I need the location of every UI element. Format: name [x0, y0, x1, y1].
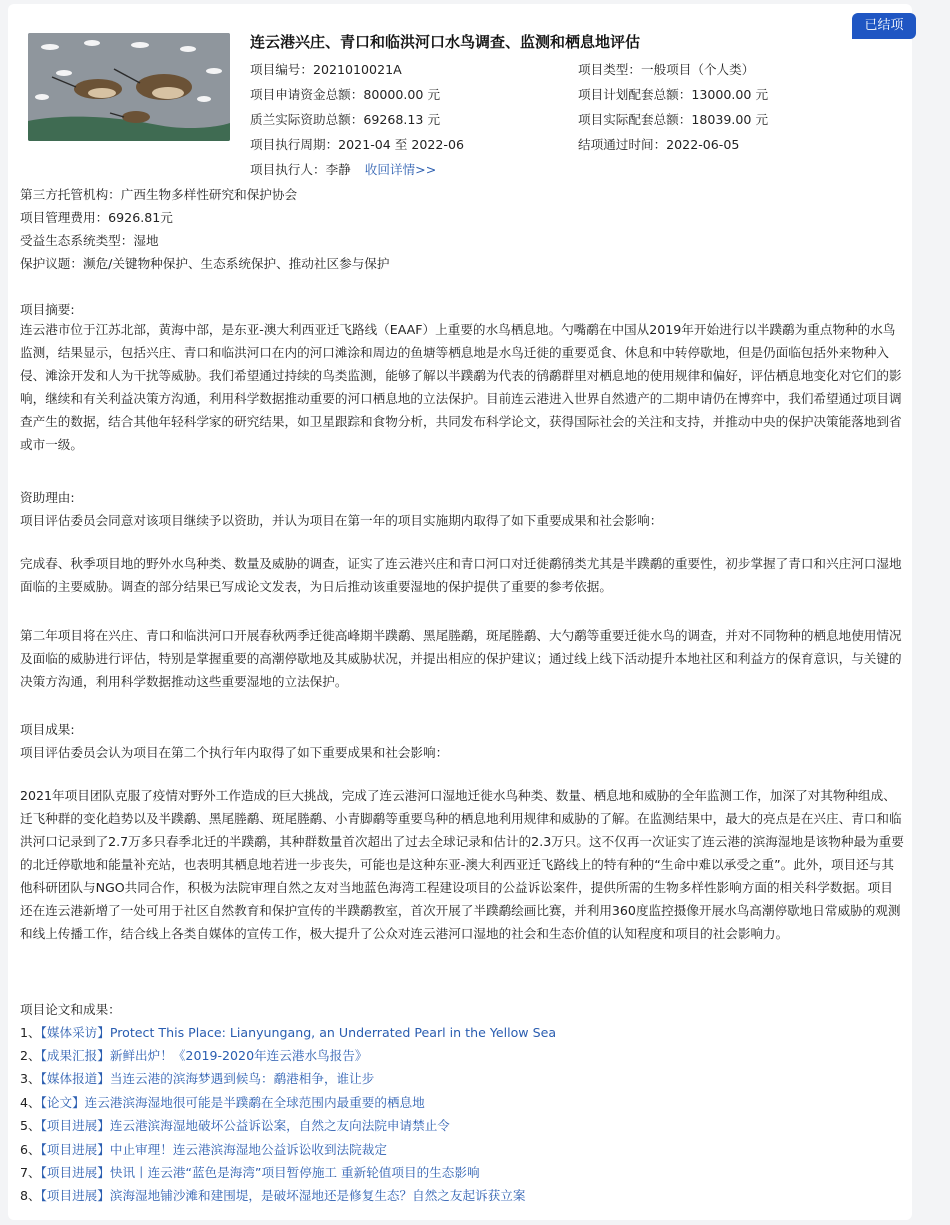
status-badge: 已结项 — [852, 13, 916, 39]
reason-intro: 项目评估委员会同意对该项目继续予以资助，并认为项目在第一年的项目实施期内取得了如下重要成果和社会影响： — [20, 513, 663, 528]
publication-item[interactable] — [20, 1115, 450, 1134]
publication-number: 1、 — [20, 1025, 41, 1040]
publication-number: 8、 — [20, 1188, 41, 1203]
ecosystem-type-line: 受益生态系统类型：湿地 — [20, 233, 159, 248]
publication-item[interactable] — [20, 1068, 374, 1087]
publication-link[interactable]: 【项目进展】中止审理！连云港滨海湿地公益诉讼收到法院裁定 — [40, 1142, 387, 1157]
project-period: 项目执行周期：2021-04 至 2022-06 — [250, 137, 464, 152]
reason-heading: 资助理由: — [20, 490, 75, 505]
results-paragraph: 2021年项目团队克服了疫情对野外工作造成的巨大挑战，完成了连云港河口湿地迁徙水鸟种类、数量、栖息地和威胁的全年监测工作，加深了对其物种组成、迁飞种群的变化趋势以及半蹼鹬、黑尾塍鹬、斑尾塍鹬、小青脚鹬等重要鸟种的栖息地利用规律和威胁的了解。在监测结果中，最大的亮点是在兴庄、青口和临洪河口记录到了2.7万多只春季北迁的半蹼鹬，其种群数量首次超出了过去全球记录和估计的2.3万只。这不仅再一次证实了连云港的滨海湿地是该物种最为重要的北迁停歇地和能量补充站，也表明其栖息地若进一步丧失，可能也是这种东亚-澳大利西亚迁飞路线上的特有种的“生命中难以承受之重”。此外，项目还与其他科研团队与NGO共同合作，积极为法院审理自然之友对当地蓝色海湾工程建设项目的公益诉讼案件，提供所需的生物多样性影响方面的相关科学数据。项目还在连云港新增了一处可用于社区自然教育和保护宣传的半蹼鹬教室，首次开展了半蹼鹬绘画比赛，并利用360度监控摄像开展水鸟高潮停歇地日常威胁的观测和线上传播工作，结合线上各类自媒体的宣传工作，极大提升了公众对连云港河口湿地的社会和生态价值的认知程度和项目的社会影响力。 — [20, 788, 904, 941]
project-executor: 项目执行人：李静 — [250, 162, 351, 177]
actual-funding: 质兰实际资助总额：69268.13 元 — [250, 112, 441, 127]
reason-paragraph-1: 完成春、秋季项目地的野外水鸟种类、数量及威胁的调查，证实了连云港兴庄和青口河口对迁徙鹬鸻类尤其是半蹼鹬的重要性，初步掌握了青口和兴庄河口湿地面临的主要威胁。调查的部分结果已写成论文发表，为日后推动该重要湿地的保护提供了重要的参考依据。 — [20, 556, 902, 594]
publication-item[interactable] — [20, 1022, 556, 1041]
closed-date: 结项通过时间：2022-06-05 — [578, 137, 740, 152]
publication-link[interactable]: 【项目进展】快讯丨连云港“蓝色是海湾”项目暂停施工 重新轮值项目的生态影响 — [40, 1165, 480, 1180]
project-code: 项目编号：2021010021A — [250, 62, 402, 77]
publication-item[interactable] — [20, 1162, 480, 1181]
results-intro: 项目评估委员会认为项目在第二个执行年内取得了如下重要成果和社会影响： — [20, 745, 449, 760]
publication-number: 7、 — [20, 1165, 41, 1180]
publication-link[interactable]: 【项目进展】滨海湿地铺沙滩和建围堤，是破坏湿地还是修复生态？自然之友起诉获立案 — [40, 1188, 526, 1203]
publication-item[interactable] — [20, 1092, 425, 1111]
publications-heading: 项目论文和成果： — [20, 1002, 121, 1017]
publication-link[interactable]: 【媒体报道】当连云港的滨海梦遇到候鸟：鹬港相争，谁让步 — [40, 1071, 375, 1086]
actual-match: 项目实际配套总额：18039.00 元 — [578, 112, 769, 127]
applied-funding: 项目申请资金总额：80000.00 元 — [250, 87, 441, 102]
summary-text: 连云港市位于江苏北部，黄海中部，是东亚-澳大利西亚迁飞路线（EAAF）上重要的水鸟栖息地。勺嘴鹬在中国从2019年开始进行以半蹼鹬为重点物种的水鸟监测，结果显示，包括兴庄、青口和临洪河口在内的河口滩涂和周边的鱼塘等栖息地是水鸟迁徙的重要觅食、休息和中转停歇地，但是仍面临包括外来物种入侵、滩涂开发和人为干扰等威胁。我们希望通过持续的鸟类监测，能够了解以半蹼鹬为代表的鸻鹬群里对栖息地的使用规律和偏好，评估栖息地变化对它们的影响，继续和有关利益决策方沟通，利用科学数据推动重要的河口栖息地的立法保护。目前连云港进入世界自然遗产的二期申请仍在博弈中，我们希望通过项目调查产生的数据，结合其他年轻科学家的研究结果，如卫星跟踪和食物分析，共同发布科学论文，获得国际社会的关注和支持，并推动中央的保护决策能落地到省或市一级。 — [20, 322, 902, 452]
publication-link[interactable]: 【论文】连云港滨海湿地很可能是半蹼鹬在全球范围内最重要的栖息地 — [40, 1095, 425, 1110]
publication-number: 2、 — [20, 1048, 41, 1063]
planned-match: 项目计划配套总额：13000.00 元 — [578, 87, 769, 102]
publication-link[interactable]: 【项目进展】连云港滨海湿地破坏公益诉讼案，自然之友向法院申请禁止令 — [40, 1118, 450, 1133]
publication-link[interactable]: 【成果汇报】新鲜出炉！《2019-2020年连云港水鸟报告》 — [40, 1048, 368, 1063]
project-type: 项目类型：一般项目（个人类） — [578, 62, 755, 77]
publication-item[interactable] — [20, 1139, 387, 1158]
conservation-topics-line: 保护议题：濒危/关键物种保护、生态系统保护、推动社区参与保护 — [20, 256, 390, 271]
summary-heading: 项目摘要: — [20, 302, 75, 317]
custodian-line: 第三方托管机构：广西生物多样性研究和保护协会 — [20, 187, 298, 202]
publication-link[interactable]: 【媒体采访】Protect This Place: Lianyungang, an Underrated Pearl in the Yellow Sea — [40, 1025, 557, 1040]
publication-item[interactable] — [20, 1045, 367, 1064]
project-thumbnail — [28, 33, 230, 141]
collapse-details-link[interactable]: 收回详情>> — [364, 162, 437, 177]
publication-number: 4、 — [20, 1095, 41, 1110]
project-title: 连云港兴庄、青口和临洪河口水鸟调查、监测和栖息地评估 — [250, 33, 641, 51]
publication-number: 5、 — [20, 1118, 41, 1133]
management-fee-line: 项目管理费用：6926.81元 — [20, 210, 173, 225]
results-heading: 项目成果: — [20, 722, 75, 737]
publication-item[interactable] — [20, 1185, 525, 1204]
reason-paragraph-2: 第二年项目将在兴庄、青口和临洪河口开展春秋两季迁徙高峰期半蹼鹬、黑尾塍鹬，斑尾塍鹬、大勺鹬等重要迁徙水鸟的调查，并对不同物种的栖息地使用情况及面临的威胁进行评估，特别是掌握重要的高潮停歇地及其威胁状况，并提出相应的保护建议；通过线上线下活动提升本地社区和利益方的保育意识，与关键的决策方沟通，利用科学数据推动这些重要湿地的立法保护。 — [20, 628, 902, 689]
publication-number: 6、 — [20, 1142, 41, 1157]
project-executor-row — [250, 159, 436, 178]
publication-number: 3、 — [20, 1071, 41, 1086]
